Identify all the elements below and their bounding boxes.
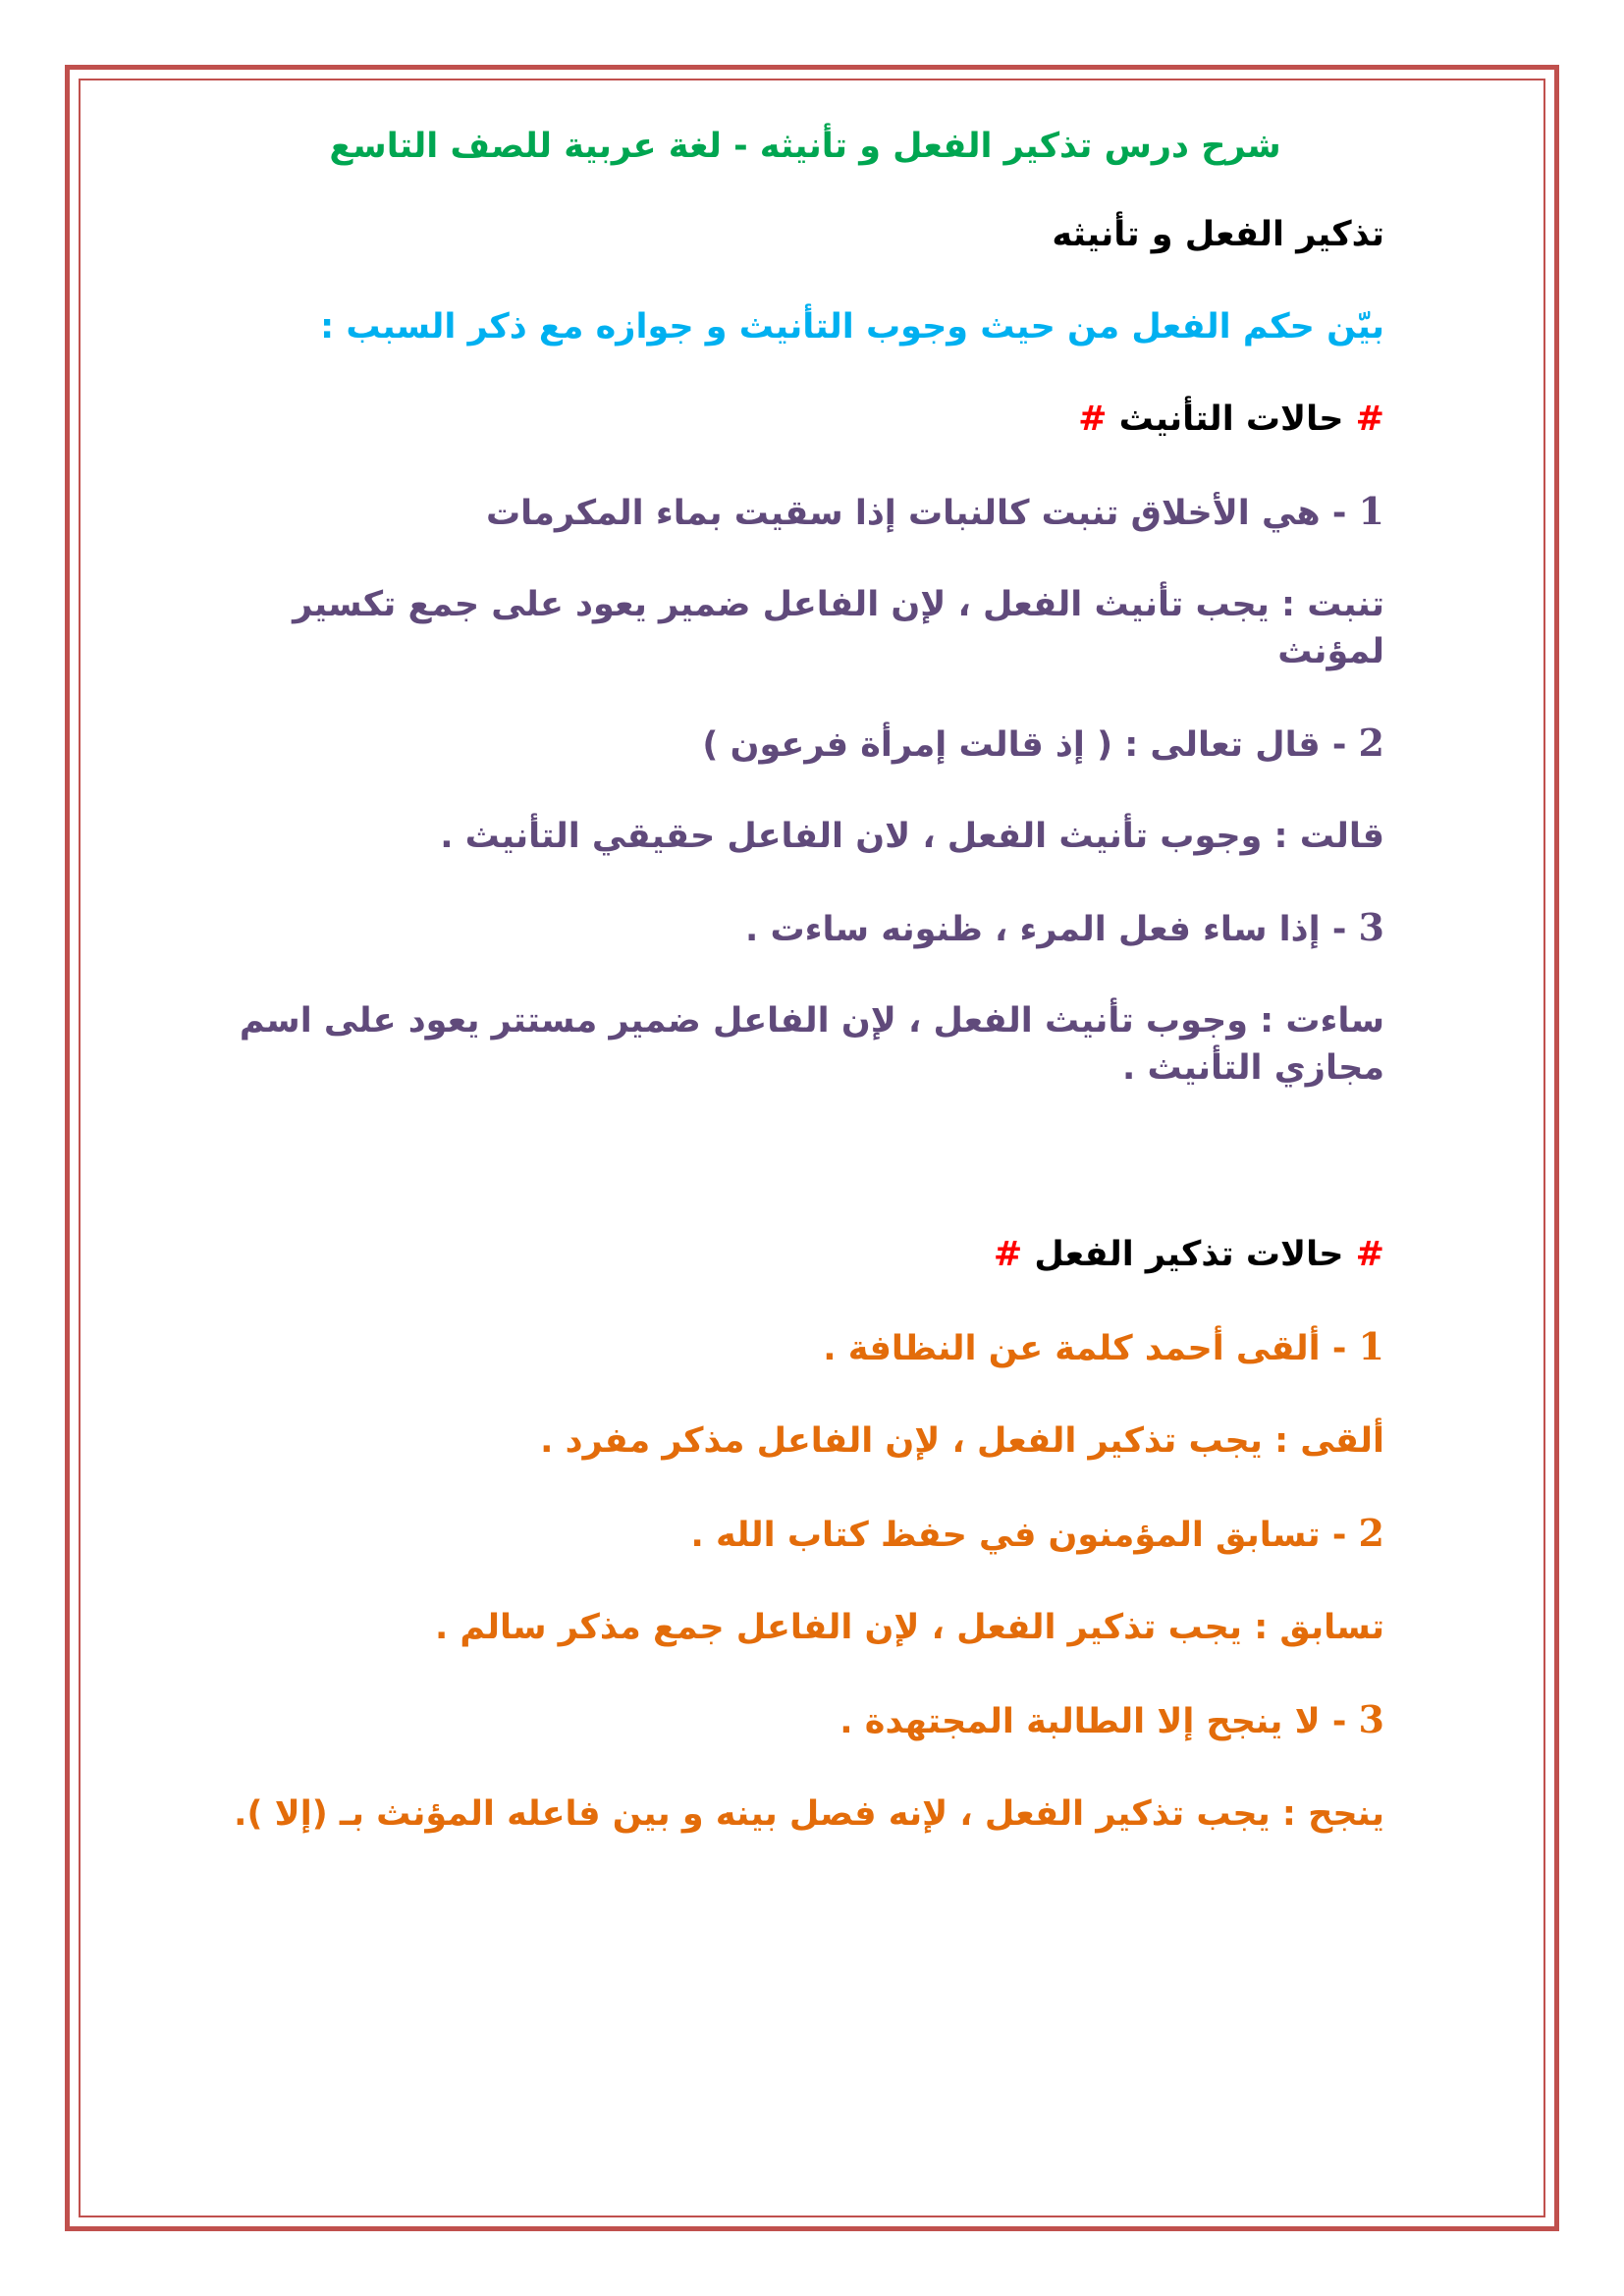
masculine-item-3-sentence	[226, 1696, 1384, 1745]
hash-mark: #	[993, 1235, 1023, 1274]
section-label: حالات التأنيث	[1118, 400, 1344, 439]
feminine-item-3-sentence	[226, 904, 1384, 953]
hash-mark: #	[1355, 1235, 1384, 1274]
document-content	[226, 123, 1384, 1838]
feminine-item-1-answer: تنبت : يجب تأنيث الفعل ، لإن الفاعل ضمير يعود على جمع تكسير لمؤنث	[293, 585, 1384, 671]
item-number: 1	[1358, 1324, 1384, 1368]
feminine-item-3-answer: ساءت : وجوب تأنيث الفعل ، لإن الفاعل ضمير مستتر يعود على اسم مجازي التأنيث .	[239, 1001, 1384, 1088]
section-label: حالات تذكير الفعل	[1034, 1235, 1344, 1274]
masculine-item-3-answer: ينجح : يجب تذكير الفعل ، لإنه فصل بينه و بين فاعله المؤنث بـ (إلا ).	[234, 1794, 1384, 1834]
item-sentence: - لا ينجح إلا الطالبة المجتهدة .	[839, 1702, 1347, 1741]
masculine-item-2-sentence	[226, 1510, 1384, 1559]
item-number: 3	[1358, 1697, 1384, 1741]
item-number: 2	[1358, 1511, 1384, 1555]
item-sentence: - قال تعالى : ( إذ قالت إمرأة فرعون )	[702, 725, 1347, 765]
feminine-item-2-sentence	[226, 720, 1384, 769]
hash-mark: #	[1078, 400, 1108, 439]
item-sentence: - تسابق المؤمنون في حفظ كتاب الله .	[690, 1516, 1347, 1555]
item-sentence: - ألقى أحمد كلمة عن النظافة .	[823, 1329, 1347, 1368]
item-number: 2	[1358, 721, 1384, 765]
masculine-item-1-answer: ألقى : يجب تذكير الفعل ، لإن الفاعل مذكر مفرد .	[540, 1421, 1384, 1461]
item-number: 3	[1358, 905, 1384, 949]
item-number: 1	[1358, 489, 1384, 533]
feminine-section-heading	[226, 396, 1384, 443]
lesson-heading: تذكير الفعل و تأنيثه	[1052, 215, 1384, 254]
exercise-question: بيّن حكم الفعل من حيث وجوب التأنيث و جوازه مع ذكر السبب :	[320, 307, 1384, 347]
masculine-item-1-sentence	[226, 1323, 1384, 1372]
feminine-item-2-answer: قالت : وجوب تأنيث الفعل ، لان الفاعل حقيقي التأنيث .	[440, 817, 1384, 856]
masculine-section-heading	[226, 1231, 1384, 1278]
item-sentence: - هي الأخلاق تنبت كالنبات إذا سقيت بماء المكرمات	[485, 494, 1347, 533]
document-title: شرح درس تذكير الفعل و تأنيثه - لغة عربية للصف التاسع	[329, 127, 1281, 166]
feminine-item-1-sentence	[226, 488, 1384, 537]
hash-mark: #	[1355, 400, 1384, 439]
item-sentence: - إذا ساء فعل المرء ، ظنونه ساءت .	[744, 910, 1347, 949]
masculine-item-2-answer: تسابق : يجب تذكير الفعل ، لإن الفاعل جمع مذكر سالم .	[434, 1608, 1384, 1647]
